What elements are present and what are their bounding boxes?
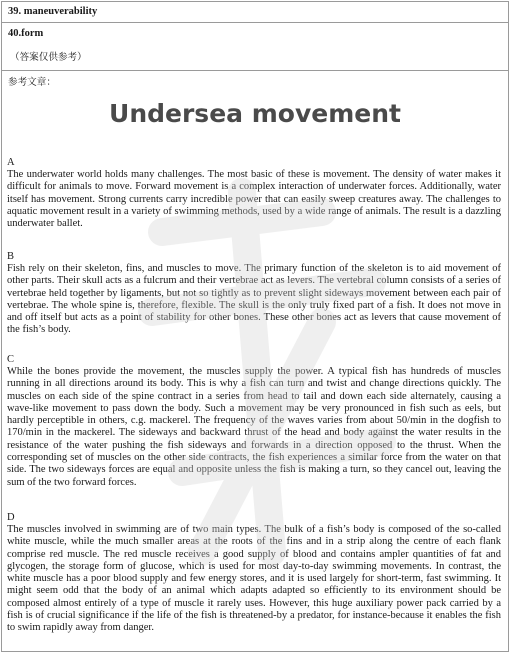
- paragraph-label-c: C: [7, 354, 15, 365]
- answer-39: 39. maneuverability: [8, 6, 98, 17]
- answer-row-40: [2, 23, 508, 71]
- paragraph-a: The underwater world holds many challenges. The most basic of these is movement. The density of water makes it difficult for animals to move. Forward movement is a complex interaction of underwater forces. Additionally, water itself has movement. Strong currents carry incredible power that can easily sweep creatures away. The challenges to aquatic movement result in a variety of swimming methods, used by a wide range of animals. The result is a dazzling underwater ballet.: [7, 169, 501, 230]
- article-title: Undersea movement: [109, 99, 401, 128]
- paragraph-c: While the bones provide the movement, the muscles supply the power. A typical fish has hundreds of muscles running in all directions around its body. This is why a fish can turn and twist and change directions quickly. The muscles on each side of the spine contract in a series from head to tail and down each side alternately, causing a wave-like movement to pass down the body. Such a movement may be very pronounced in fish such as eels, but hardly perceptible in others, c.g. mackerel. The frequency of the waves varies from about 50/min in the dogfish to 170/min in the mackerel. The sideways and backward thrust of the head and body against the water results in the resistance of the water pushing the fish sideways and forwards in a direction opposed to the thrust. When the corresponding set of muscles on the other side contracts, the fish experiences a similar force from the water on that side. The two sideways forces are equal and opposite unless the fish is making a turn, so they cancel out, leaving the sum of the two forward forces.: [7, 366, 501, 488]
- reference-label: 参考文章：: [8, 77, 56, 88]
- paragraph-label-d: D: [7, 512, 15, 523]
- paragraph-label-b: B: [7, 251, 15, 262]
- paragraph-d: The muscles involved in swimming are of two main types. The bulk of a fish’s body is composed of the so-called white muscle, while the much smaller areas at the roots of the fins and in a strip along the centre of each flank comprise red muscle. The red muscle receives a good supply of blood and contains ampler quantities of fat and glycogen, the storage form of glucose, which is used for most day-to-day swimming movements. In contrast, the white muscle has a poor blood supply and few energy stores, and it is used largely for short-term, fast swimming. It might seem odd that the body of an animal which adapts adapted so efficiently to its environment should be composed almost entirely of a type of muscle it rarely uses. However, this huge auxiliary power pack carried by a fish is of crucial significance if the life of the fish is threatened-by a predator, for instance-because it enables the fish to swim rapidly away from danger.: [7, 524, 501, 634]
- paragraph-label-a: A: [7, 157, 15, 168]
- answer-row-39: [2, 2, 508, 23]
- answer-note: （答案仅供参考）: [10, 52, 87, 63]
- answer-frame: [1, 1, 509, 652]
- paragraph-b: Fish rely on their skeleton, fins, and muscles to move. The primary function of the skeleton is to aid movement of other parts. Their skull acts as a fulcrum and their vertebrae act as levers. The vertebral column consists of a series of vertebrae held together by ligaments, but not so tightly as to prevent slight sideways movement between each pair of vertebrae. The whole spine is, therefore, flexible. The skull is the only truly fixed part of a fish. It does not move in and off itself but acts as a point of stability for other bones. These other bones act as levers that cause movement of the fish’s body.: [7, 263, 501, 336]
- answer-40: 40.form: [8, 28, 44, 39]
